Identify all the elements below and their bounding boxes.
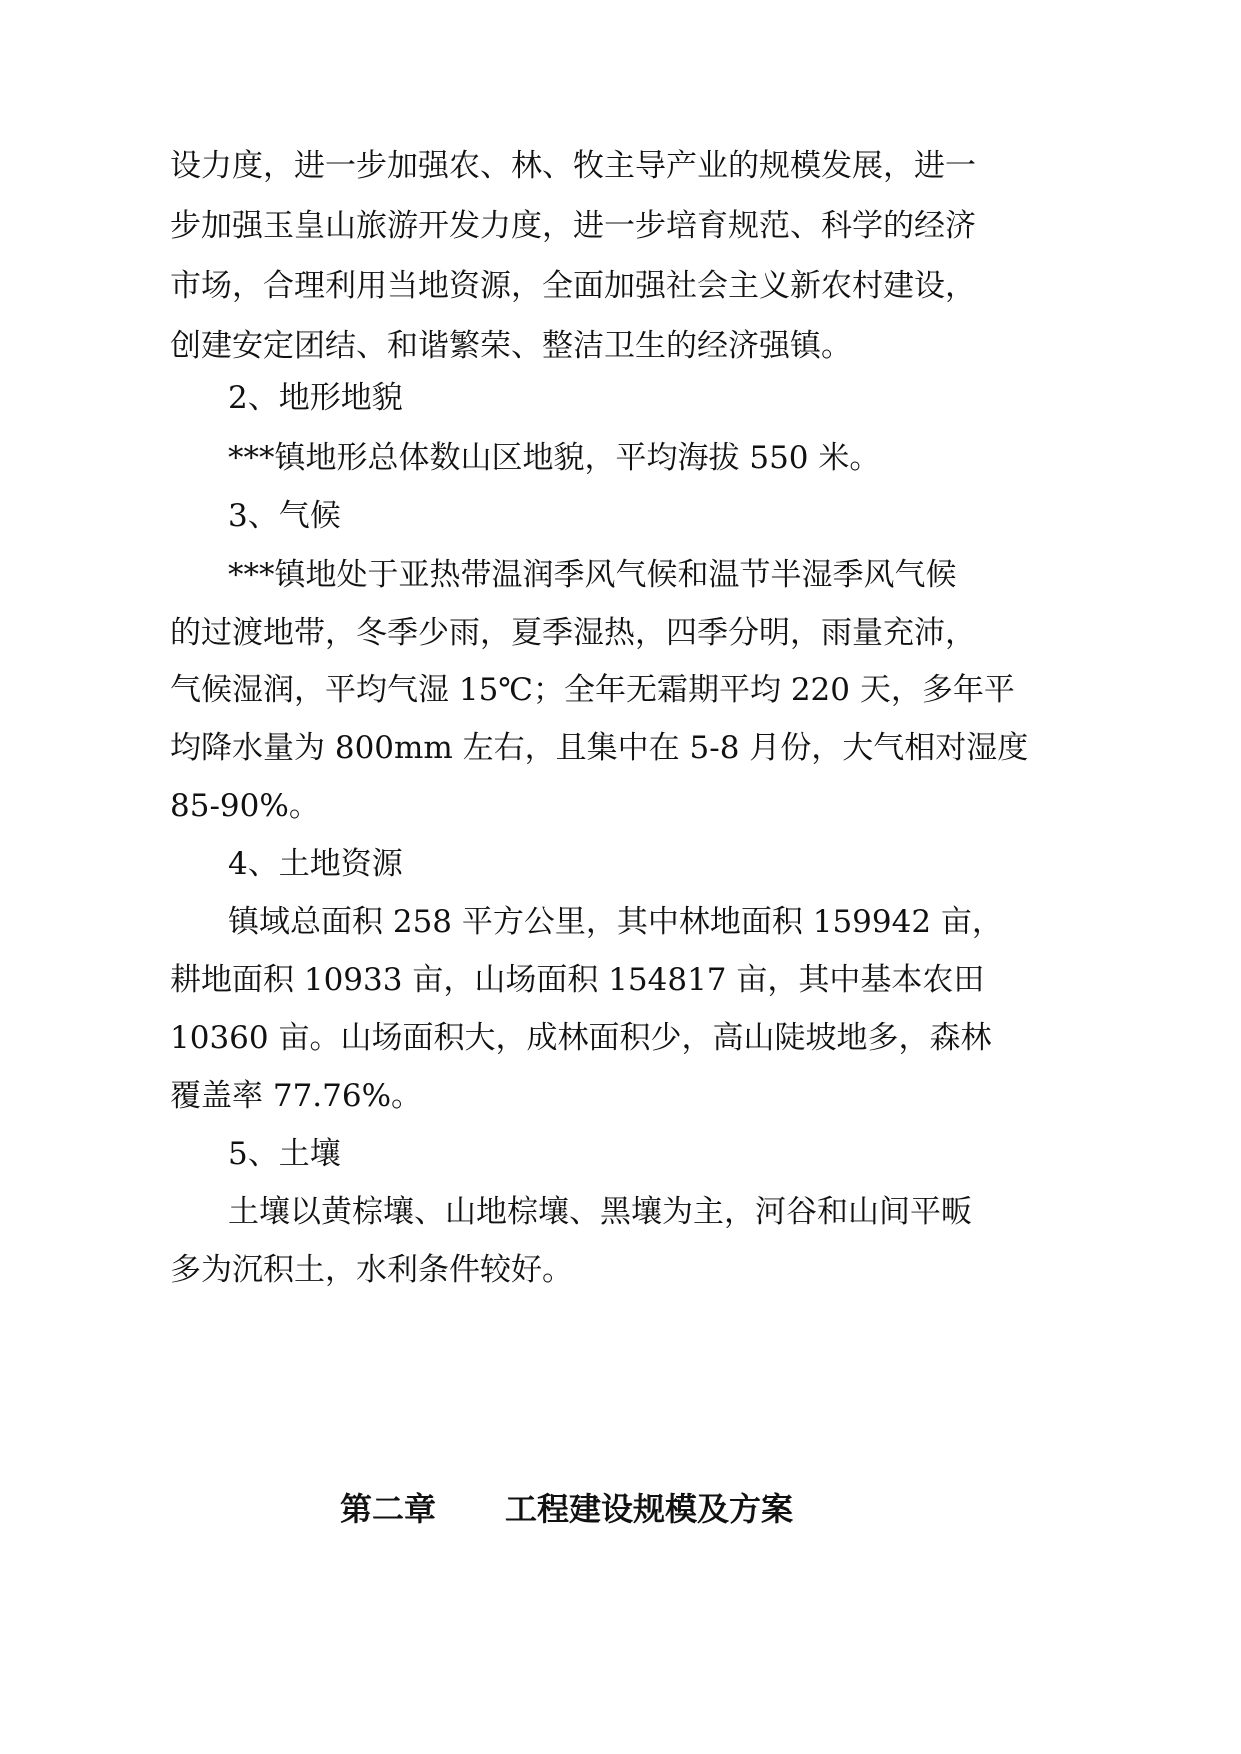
line-text: 多为沉积土，水利条件较好。: [170, 1252, 573, 1288]
section-heading: [0, 376, 1241, 420]
chapter-title: 工程建设规模及方案: [505, 1490, 794, 1528]
text-line: [0, 264, 1241, 308]
line-text: 10360 亩。山场面积大，成林面积少，高山陡坡地多，森林: [170, 1020, 992, 1056]
heading-text: 2、地形地貌: [228, 380, 403, 416]
heading-text: 3、气候: [228, 498, 341, 534]
text-line: [0, 611, 1241, 655]
line-text: 土壤以黄棕壤、山地棕壤、黑壤为主，河谷和山间平畈: [228, 1194, 972, 1230]
text-line: [0, 324, 1241, 368]
line-text: 镇域总面积 258 平方公里，其中林地面积 159942 亩，: [228, 904, 1003, 940]
text-line: [0, 436, 1241, 480]
chapter-heading: [0, 1486, 1241, 1532]
text-line: [0, 204, 1241, 248]
heading-text: 4、土地资源: [228, 846, 403, 882]
line-text: 设力度，进一步加强农、林、牧主导产业的规模发展，进一: [170, 148, 976, 184]
line-text: 市场，合理利用当地资源，全面加强社会主义新农村建设，: [170, 268, 976, 304]
line-text: 覆盖率 77.76%。: [170, 1078, 423, 1114]
text-line: [0, 144, 1241, 188]
chapter-number: 第二章: [340, 1490, 437, 1528]
line-text: 耕地面积 10933 亩，山场面积 154817 亩，其中基本农田: [170, 962, 985, 998]
line-text: 均降水量为 800mm 左右，且集中在 5-8 月份，大气相对湿度: [170, 730, 1029, 766]
line-text: 85-90%。: [170, 788, 320, 824]
heading-text: 5、土壤: [228, 1136, 341, 1172]
text-line: [0, 726, 1241, 770]
text-line: [0, 900, 1241, 944]
section-heading: [0, 842, 1241, 886]
text-line: [0, 1248, 1241, 1292]
line-text: 的过渡地带，冬季少雨，夏季湿热，四季分明，雨量充沛，: [170, 615, 976, 651]
text-line: [0, 1074, 1241, 1118]
text-line: [0, 1190, 1241, 1234]
line-text: 气候湿润，平均气湿 15℃；全年无霜期平均 220 天，多年平: [170, 672, 1015, 708]
line-text: ***镇地形总体数山区地貌，平均海拔 550 米。: [228, 440, 881, 476]
line-text: 步加强玉皇山旅游开发力度，进一步培育规范、科学的经济: [170, 208, 976, 244]
section-heading: [0, 1132, 1241, 1176]
text-line: [0, 668, 1241, 712]
line-text: 创建安定团结、和谐繁荣、整洁卫生的经济强镇。: [170, 328, 852, 364]
text-line: [0, 958, 1241, 1002]
text-line: [0, 1016, 1241, 1060]
text-line: [0, 784, 1241, 828]
section-heading: [0, 494, 1241, 538]
line-text: ***镇地处于亚热带温润季风气候和温节半湿季风气候: [228, 557, 957, 593]
text-line: [0, 553, 1241, 597]
